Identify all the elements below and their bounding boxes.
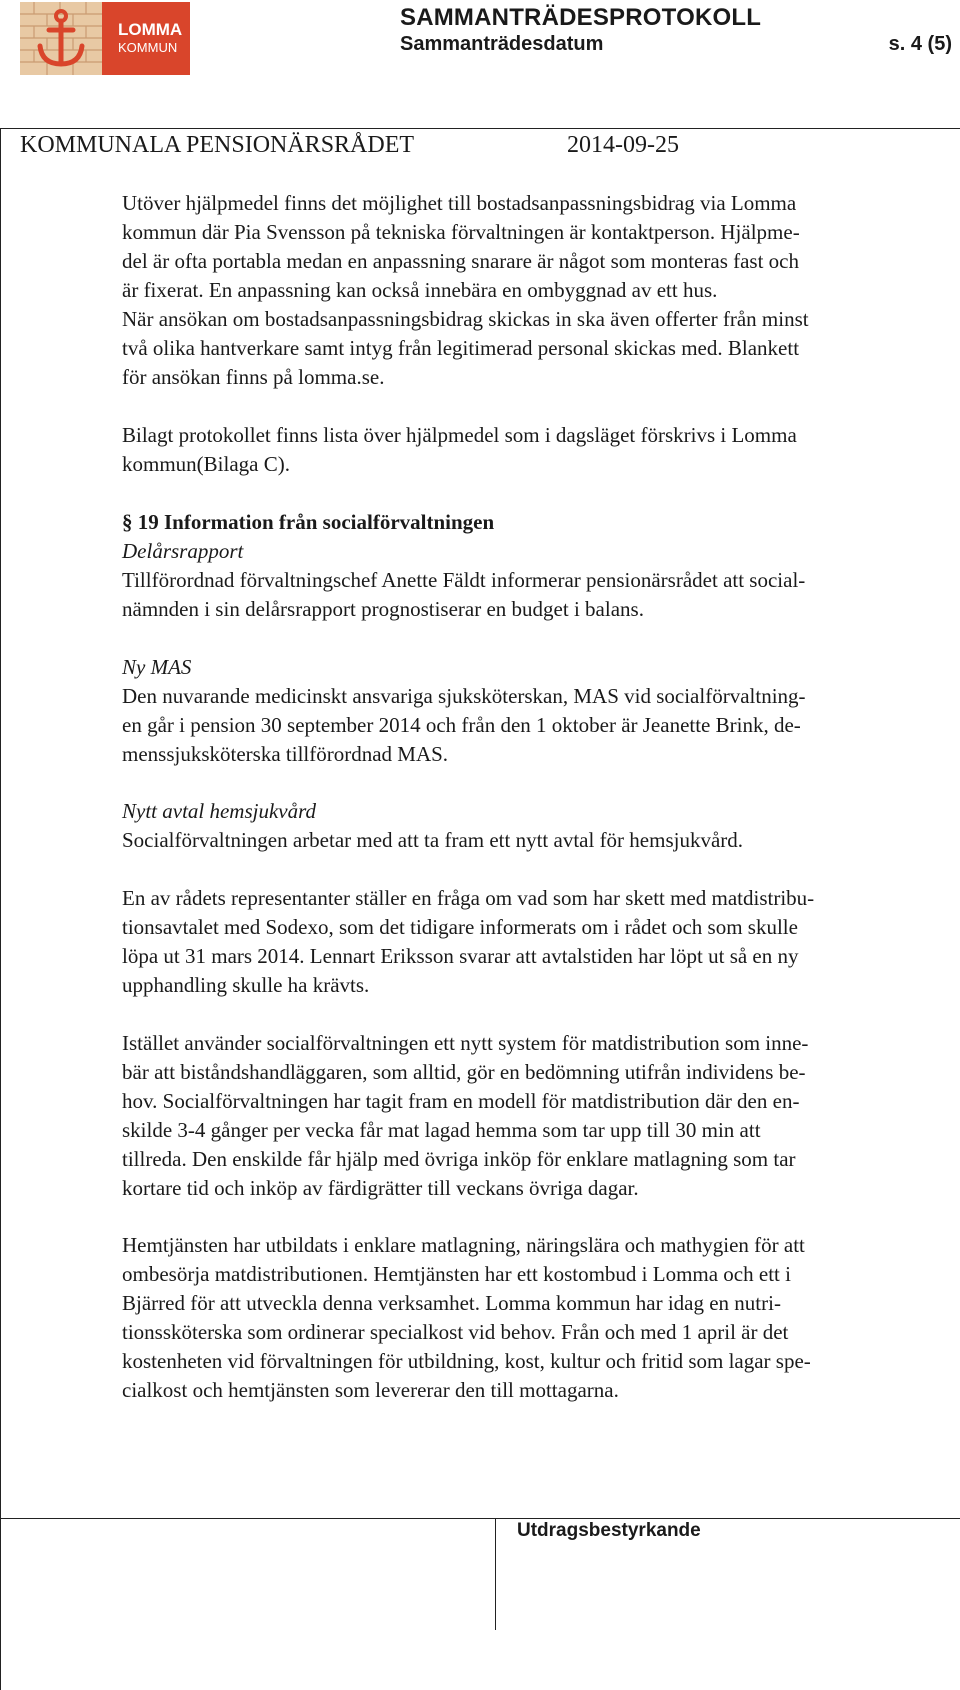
section-heading: § 19 Information från socialförvaltningen: [122, 510, 495, 534]
text-line: En av rådets representanter ställer en fråga om vad som har skett med matdistribu-: [122, 886, 815, 910]
text-line: bär att biståndshandläggaren, som alltid, gör en bedömning utifrån individens be-: [122, 1060, 806, 1084]
section-ny-mas: [122, 653, 948, 769]
paragraph-bilaga: [122, 421, 948, 479]
text-line: kommun(Bilaga C).: [122, 452, 290, 476]
meeting-date-label: Sammanträdesdatum: [400, 33, 604, 55]
text-line: löpa ut 31 mars 2014. Lennart Eriksson svarar att avtalstiden har löpt ut så en ny: [122, 944, 799, 968]
text-line: cialkost och hemtjänsten som levererar den till mottagarna.: [122, 1378, 619, 1402]
subheading-hemsjukvard: Nytt avtal hemsjukvård: [122, 799, 317, 823]
logo-text-lomma: LOMMA: [118, 20, 183, 39]
utdragsbestyrkande-label: Utdragsbestyrkande: [517, 1520, 701, 1541]
section-19: [122, 508, 948, 624]
organization-name: KOMMUNALA PENSIONÄRSRÅDET: [20, 132, 415, 158]
text-line: Tillförordnad förvaltningschef Anette Fäldt informerar pensionärsrådet att social-: [122, 568, 806, 592]
text-line: När ansökan om bostadsanpassningsbidrag skickas in ska även offerter från minst: [122, 307, 809, 331]
document-title: SAMMANTRÄDESPROTOKOLL: [400, 4, 762, 31]
meeting-date: 2014-09-25: [567, 132, 679, 158]
text-line: två olika hantverkare samt intyg från legitimerad personal skickas med. Blankett: [122, 336, 800, 360]
text-line: är fixerat. En anpassning kan också innebära en ombyggnad av ett hus.: [122, 278, 718, 302]
logo-graphic: [20, 2, 190, 75]
text-line: ombesörja matdistributionen. Hemtjänsten har ett kostombud i Lomma och ett i: [122, 1262, 791, 1286]
text-line: en går i pension 30 september 2014 och från den 1 oktober är Jeanette Brink, de-: [122, 713, 801, 737]
frame-top-rule: [0, 128, 960, 129]
text-line: nämnden i sin delårsrapport prognostiserar en budget i balans.: [122, 597, 644, 621]
text-line: Bjärred för att utveckla denna verksamhet. Lomma kommun har idag en nutri-: [122, 1291, 781, 1315]
paragraph-hemtjansten: [122, 1231, 948, 1405]
text-line: för ansökan finns på lomma.se.: [122, 365, 385, 389]
paragraph-matdistribution-fraga: [122, 884, 948, 1000]
paragraph-nytt-system: [122, 1029, 948, 1203]
subheading-delarsrapport: Delårsrapport: [122, 539, 244, 563]
text-line: tillreda. Den enskilde får hjälp med övriga inköp för enklare matlagning som tar: [122, 1147, 796, 1171]
lomma-kommun-logo: [20, 2, 190, 75]
text-line: tionsavtalet med Sodexo, som det tidigare informerats om i rådet och som skulle: [122, 915, 798, 939]
text-line: Socialförvaltningen arbetar med att ta fram ett nytt avtal för hemsjukvård.: [122, 828, 744, 852]
text-line: Hemtjänsten har utbildats i enklare matlagning, näringslära och mathygien för att: [122, 1233, 805, 1257]
text-line: Utöver hjälpmedel finns det möjlighet till bostadsanpassningsbidrag via Lomma: [122, 191, 797, 215]
header-subline: [400, 33, 952, 56]
text-line: Istället använder socialförvaltningen ett nytt system för matdistribution som inne-: [122, 1031, 809, 1055]
text-line: Bilagt protokollet finns lista över hjälpmedel som i dagsläget förskrivs i Lomma: [122, 423, 797, 447]
text-line: menssjuksköterska tillförordnad MAS.: [122, 742, 449, 766]
text-line: Den nuvarande medicinskt ansvariga sjuksköterskan, MAS vid socialförvaltning-: [122, 684, 806, 708]
frame-footer-divider: [495, 1518, 496, 1630]
frame-bottom-rule: [0, 1518, 960, 1519]
section-hemsjukvard: [122, 797, 948, 855]
text-line: kommun där Pia Svensson på tekniska förvaltningen är kontaktperson. Hjälpme-: [122, 220, 800, 244]
subheading-ny-mas: Ny MAS: [122, 655, 192, 679]
text-line: tionssköterska som ordinerar specialkost vid behov. Från och med 1 april är det: [122, 1320, 789, 1344]
text-line: upphandling skulle ha krävts.: [122, 973, 370, 997]
text-line: skilde 3-4 gånger per vecka får mat lagad hemma som tar upp till 30 min att: [122, 1118, 761, 1142]
paragraph-bostadsanpassning: [122, 189, 948, 392]
text-line: del är ofta portabla medan en anpassning snarare är något som monteras fast och: [122, 249, 800, 273]
logo-text-kommun: KOMMUN: [118, 40, 178, 55]
text-line: kortare tid och inköp av färdigrätter till veckans övriga dagar.: [122, 1176, 639, 1200]
frame-left-rule: [0, 128, 1, 1690]
text-line: hov. Socialförvaltningen har tagit fram en modell för matdistribution där den en-: [122, 1089, 800, 1113]
page-number: s. 4 (5): [888, 33, 952, 55]
text-line: kostenheten vid förvaltningen för utbildning, kost, kultur och fritid som lagar spe-: [122, 1349, 811, 1373]
